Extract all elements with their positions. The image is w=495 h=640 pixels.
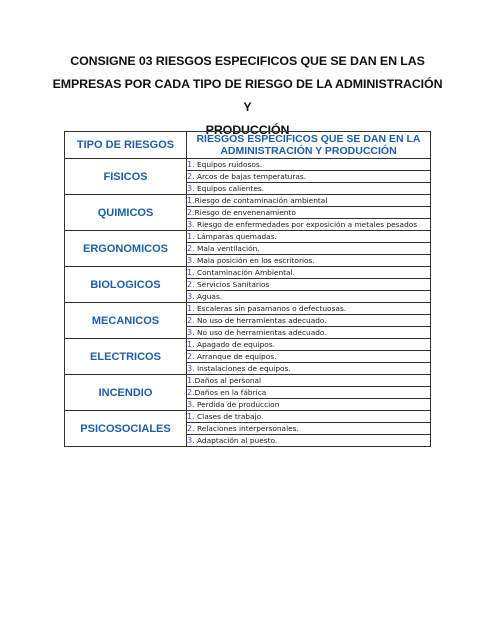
risk-item-number: 1. [187,232,195,241]
risk-item-text: Riesgo de contaminación ambiental [194,196,328,205]
risk-item-text: Escaleras sin pasamanos o defectuosas. [194,304,347,313]
risk-item-text: No uso de herramientas adecuado. [194,316,327,325]
risk-item [187,435,431,447]
risk-category: ERGONOMICOS [65,231,187,267]
risk-item-text: Clases de trabajo. [194,412,264,421]
risk-item-number: 1. [187,160,195,169]
risk-category: ELECTRICOS [65,339,187,375]
risk-item [187,399,431,411]
risk-item-number: 3. [187,400,195,409]
table-row [65,195,431,207]
table-row [65,159,431,171]
risk-item-number: 3. [187,256,195,265]
risk-item-number: 3. [187,292,195,301]
risk-item-number: 1. [187,268,195,277]
risk-item [187,279,431,291]
risk-category: PSICOSOCIALES [65,411,187,447]
risk-item-text: Mala posición en los escritorios. [194,256,315,265]
table-row [65,375,431,387]
risk-category: BIOLOGICOS [65,267,187,303]
risk-item [187,183,431,195]
risk-category: INCENDIO [65,375,187,411]
risk-item [187,363,431,375]
risk-item-number: 2. [187,388,195,397]
risk-item-number: 1. [187,304,195,313]
risk-item-number: 1. [187,340,195,349]
risk-item [187,171,431,183]
table-row [65,231,431,243]
risk-item-text: Daños al personal [194,376,262,385]
risk-item [187,255,431,267]
risk-item [187,267,431,279]
risk-item-text: Servicios Sanitarios [194,280,270,289]
risk-item-number: 3. [187,220,195,229]
table-row [65,339,431,351]
risk-item-number: 1. [187,376,195,385]
risk-category: FISICOS [65,159,187,195]
risk-table [64,131,431,447]
risk-item [187,219,431,231]
risk-item-text: Contaminación Ambiental. [194,268,295,277]
risk-item [187,291,431,303]
risk-item-number: 3. [187,364,195,373]
risk-item [187,195,431,207]
table-row [65,267,431,279]
table-header-row [65,132,431,159]
risk-item-text: Equipos ruidosos. [194,160,263,169]
risk-item [187,303,431,315]
risk-item-number: 2. [187,172,195,181]
risk-item [187,327,431,339]
risk-item-text: No uso de herramientas adecuado. [194,328,327,337]
risk-item-text: Instalaciones de equipos. [194,364,291,373]
risk-item [187,243,431,255]
risk-table-body [65,159,431,447]
risk-item-text: Mala ventilación. [194,244,260,253]
title-line-1: CONSIGNE 03 RIESGOS ESPECIFICOS QUE SE DAN EN LAS [70,54,425,68]
risk-item-text: Lámparas quemadas. [194,232,277,241]
risk-item-text: Adaptación al puesto. [194,436,278,445]
risk-item-number: 1. [187,196,195,205]
risk-item-text: Perdida de produccion [194,400,280,409]
risk-item-text: Riesgo de envenenamiento [194,208,296,217]
risk-category: QUIMICOS [65,195,187,231]
risk-item [187,411,431,423]
risk-item-text: Apagado de equipos. [194,340,276,349]
table-row [65,303,431,315]
title-line-2: EMPRESAS POR CADA TIPO DE RIESGO DE LA ADMINISTRACIÓN Y [52,77,443,114]
risk-item-number: 2. [187,280,195,289]
risk-item [187,231,431,243]
risk-item-number: 2. [187,244,195,253]
risk-item [187,423,431,435]
risk-item-number: 3. [187,328,195,337]
risk-item-number: 3. [187,184,195,193]
title-line-3: PRODUCCIÓN [205,123,290,137]
header-riesgos-especificos: RIESGOS ESPECIFICOS QUE SE DAN EN LA ADMINISTRACIÓN Y PRODUCCIÓN [187,132,431,159]
risk-item [187,315,431,327]
table-row [65,411,431,423]
risk-item [187,159,431,171]
risk-item [187,351,431,363]
risk-item [187,375,431,387]
risk-item [187,207,431,219]
header-tipo-de-riesgos: TIPO DE RIESGOS [65,132,187,159]
risk-item [187,339,431,351]
risk-item-text: Daños en la fábrica [194,388,267,397]
risk-item-number: 2. [187,208,195,217]
risk-category: MECANICOS [65,303,187,339]
risk-item-text: Riesgo de enfermedades por exposición a metales pesados [194,220,418,229]
risk-item-number: 1. [187,412,195,421]
risk-item-text: Aguas. [194,292,223,301]
risk-item-text: Arcos de bajas temperaturas. [194,172,307,181]
risk-item-number: 2. [187,352,195,361]
risk-item-text: Equipos calientes. [194,184,265,193]
risk-item-number: 2. [187,316,195,325]
risk-item-text: Arranque de equipos. [194,352,277,361]
document-title [50,50,445,142]
risk-item-number: 3. [187,436,195,445]
risk-item-text: Relaciones interpersonales. [194,424,299,433]
risk-item-number: 2. [187,424,195,433]
risk-item [187,387,431,399]
